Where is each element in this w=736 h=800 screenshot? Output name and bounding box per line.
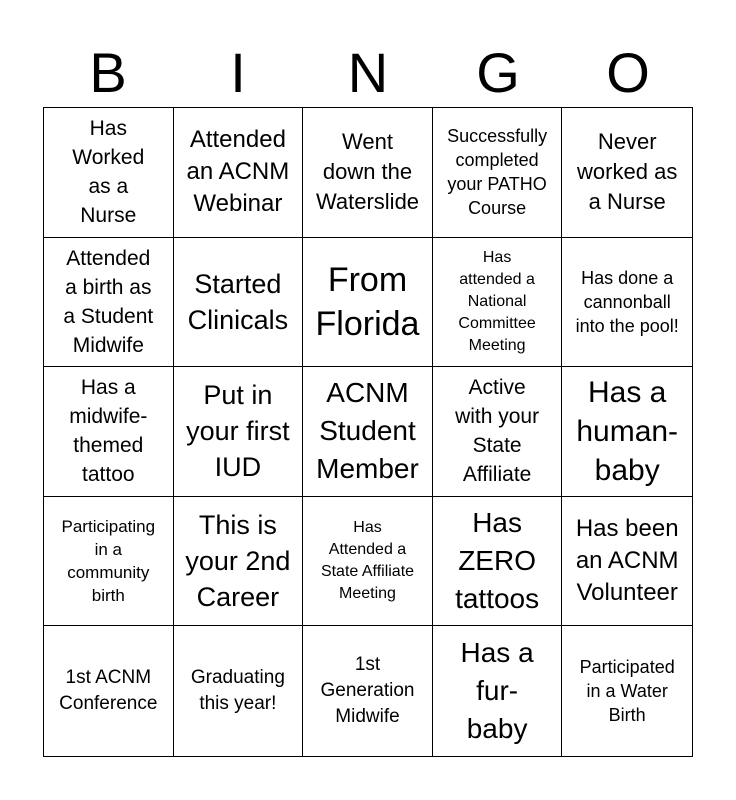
- bingo-cell[interactable]: [303, 626, 433, 756]
- cell-text: Participating in a community birth: [61, 517, 156, 606]
- cell-text: Has attended a National Committee Meeting: [458, 248, 536, 354]
- cell-text: Put in your first IUD: [186, 380, 290, 483]
- bingo-grid: [43, 107, 693, 757]
- bingo-header: [43, 40, 693, 106]
- bingo-cell[interactable]: [174, 497, 304, 627]
- bingo-cell[interactable]: [303, 238, 433, 368]
- bingo-cell[interactable]: [433, 238, 563, 368]
- cell-text: Has a fur- baby: [460, 637, 534, 745]
- cell-text: Started Clinicals: [187, 268, 289, 335]
- bingo-cell[interactable]: [303, 497, 433, 627]
- bingo-cell[interactable]: [174, 238, 304, 368]
- cell-text: Has ZERO tattoos: [455, 507, 540, 615]
- bingo-cell[interactable]: [44, 108, 174, 238]
- bingo-cell[interactable]: [44, 626, 174, 756]
- cell-text: Has Worked as a Nurse: [72, 117, 145, 228]
- cell-text: Participated in a Water Birth: [579, 657, 675, 726]
- bingo-cell[interactable]: [303, 367, 433, 497]
- bingo-cell[interactable]: [303, 108, 433, 238]
- bingo-cell[interactable]: [433, 497, 563, 627]
- cell-text: Has done a cannonball into the pool!: [575, 267, 679, 336]
- cell-text: Active with your State Affiliate: [455, 376, 540, 487]
- bingo-cell[interactable]: [433, 626, 563, 756]
- cell-text: From Florida: [315, 260, 420, 343]
- bingo-cell[interactable]: [562, 497, 692, 627]
- cell-text: Has a midwife- themed tattoo: [69, 376, 148, 487]
- bingo-cell[interactable]: [562, 238, 692, 368]
- cell-text: 1st ACNM Conference: [59, 667, 158, 715]
- cell-text: This is your 2nd Career: [185, 510, 291, 613]
- cell-text: ACNM Student Member: [316, 377, 419, 485]
- bingo-cell[interactable]: [44, 367, 174, 497]
- bingo-cell[interactable]: [433, 367, 563, 497]
- cell-text: Has a human- baby: [576, 375, 679, 487]
- header-letter-i: I: [230, 41, 246, 104]
- cell-text: Graduating this year!: [190, 667, 285, 715]
- bingo-cell[interactable]: [433, 108, 563, 238]
- cell-text: Attended a birth as a Student Midwife: [63, 246, 154, 357]
- cell-text: Went down the Waterslide: [315, 129, 420, 215]
- header-letter-o: O: [606, 41, 650, 104]
- cell-text: Has Attended a State Affiliate Meeting: [320, 519, 415, 603]
- cell-text: Attended an ACNM Webinar: [186, 126, 290, 218]
- bingo-cell[interactable]: [562, 367, 692, 497]
- bingo-cell[interactable]: [44, 497, 174, 627]
- header-letter-g: G: [476, 41, 520, 104]
- bingo-cell[interactable]: [562, 626, 692, 756]
- bingo-cell[interactable]: [44, 238, 174, 368]
- cell-text: Has been an ACNM Volunteer: [575, 515, 679, 607]
- header-letter-b: B: [89, 41, 127, 104]
- cell-text: Successfully completed your PATHO Course: [447, 126, 548, 219]
- bingo-cell[interactable]: [174, 626, 304, 756]
- bingo-cell[interactable]: [562, 108, 692, 238]
- cell-text: 1st Generation Midwife: [320, 654, 415, 728]
- cell-text: Never worked as a Nurse: [577, 129, 678, 215]
- header-letter-n: N: [347, 41, 389, 104]
- bingo-cell[interactable]: [174, 108, 304, 238]
- bingo-cell[interactable]: [174, 367, 304, 497]
